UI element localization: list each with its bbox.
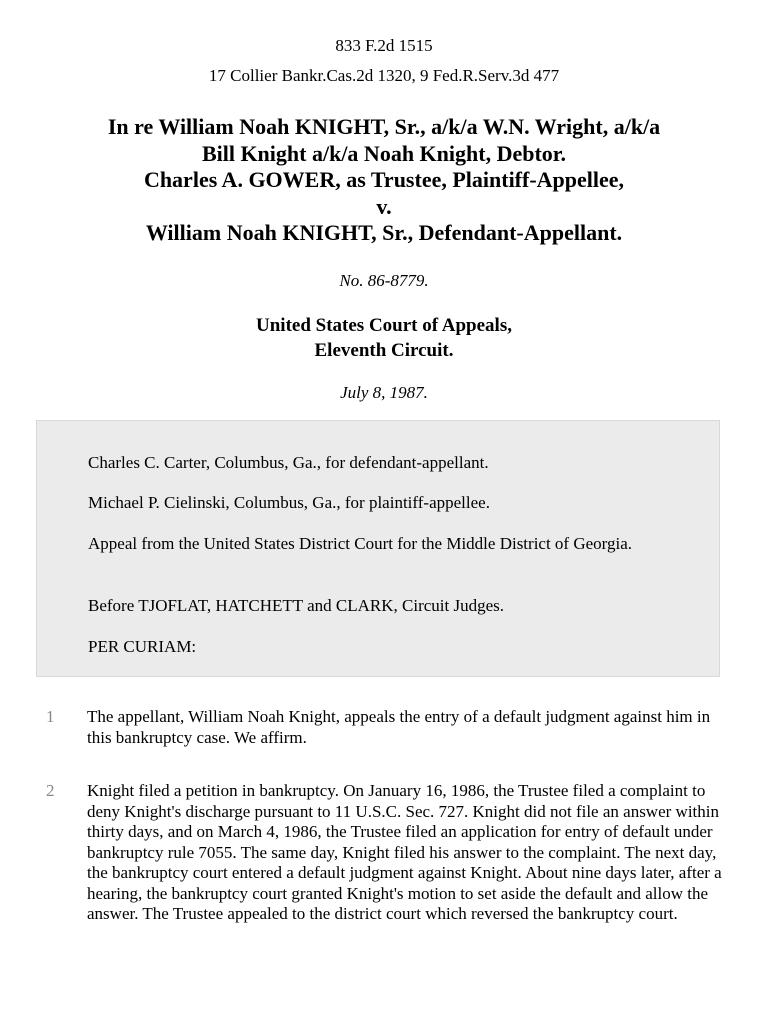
- docket-number: No. 86-8779.: [339, 271, 429, 290]
- counsel-panel: [36, 420, 720, 677]
- paragraph-number: 1: [46, 707, 55, 726]
- case-title-line: William Noah KNIGHT, Sr., Defendant-Appellant.: [145, 220, 623, 245]
- per-curiam-label: PER CURIAM:: [88, 637, 197, 656]
- case-title-line: Charles A. GOWER, as Trustee, Plaintiff-Appellee,: [143, 167, 625, 192]
- paragraph-number: 2: [46, 781, 55, 800]
- reporter-citation: 833 F.2d 1515: [335, 36, 433, 55]
- appeal-origin: Appeal from the United States District Court for the Middle District of Georgia.: [88, 534, 633, 553]
- paragraph-text: Knight filed a petition in bankruptcy. On January 16, 1986, the Trustee filed a complaint to deny Knight's discharge pursuant to 11 U.S.C. Sec. 727. Knight did not file an answer within thirty days, and on March 4, 1986, the Trustee filed an application for entry of default under bankruptcy rule 7055. The same day, Knight filed his answer to the complaint. The next day, the bankruptcy court entered a default judgment against Knight. About nine days later, after a hearing, the bankruptcy court granted Knight's motion to set aside the default and allow the answer. The Trustee appealed to the district court which reversed the bankruptcy court.: [87, 781, 722, 923]
- counsel-appellant: Charles C. Carter, Columbus, Ga., for defendant-appellant.: [88, 453, 489, 472]
- court-name-line: Eleventh Circuit.: [314, 340, 454, 361]
- case-title: [0, 114, 768, 247]
- paragraph-text: The appellant, William Noah Knight, appeals the entry of a default judgment against him in this bankruptcy case. We affirm.: [87, 707, 711, 747]
- case-title-line: In re William Noah KNIGHT, Sr., a/k/a W.N. Wright, a/k/a: [107, 114, 661, 139]
- decision-date: July 8, 1987.: [340, 383, 428, 402]
- counsel-appellee: Michael P. Cielinski, Columbus, Ga., for plaintiff-appellee.: [88, 493, 490, 512]
- case-title-line: v.: [376, 193, 392, 219]
- case-title-line: Bill Knight a/k/a Noah Knight, Debtor.: [201, 140, 567, 166]
- court-name-line: United States Court of Appeals,: [256, 315, 512, 336]
- parallel-citations: 17 Collier Bankr.Cas.2d 1320, 9 Fed.R.Serv.3d 477: [208, 66, 560, 85]
- court-name: [0, 313, 768, 363]
- judges-panel: Before TJOFLAT, HATCHETT and CLARK, Circuit Judges.: [88, 596, 504, 615]
